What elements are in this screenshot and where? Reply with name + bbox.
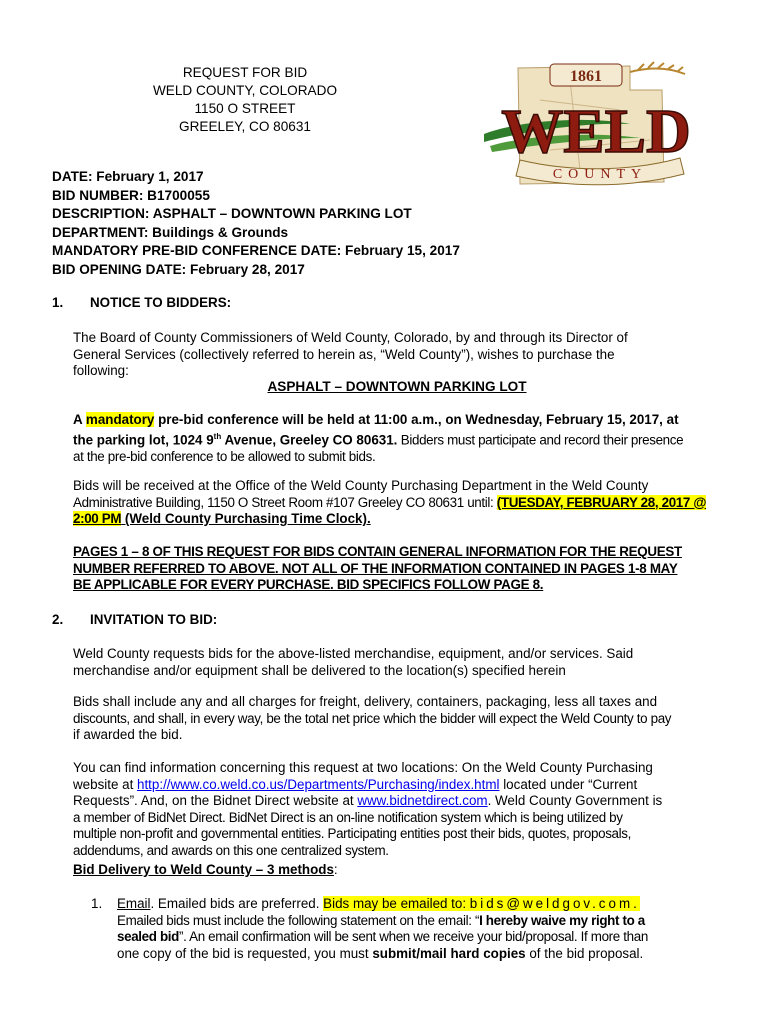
conference-text-b: pre-bid conference will be held at 11:00 a.m., on Wednesday, February 15, 2017, at	[154, 412, 679, 427]
header-address	[100, 64, 390, 136]
section-2-heading	[52, 612, 217, 627]
invitation-p3-line-2	[73, 777, 721, 794]
conference-sup: th	[213, 431, 222, 441]
pages-notice-line-2: NUMBER REFERRED TO ABOVE. NOT ALL OF THE INFORMATION CONTAINED IN PAGES 1-8 MAY	[73, 560, 678, 576]
receipt-text-clock: (Weld County Purchasing	[121, 511, 288, 527]
bid-date: DATE: February 1, 2017	[52, 169, 204, 184]
receipt-paragraph	[73, 478, 721, 528]
sealed-bid-text: sealed bid	[117, 929, 179, 945]
conference-text-a: A	[73, 412, 86, 427]
bidnet-text: Requests”. And, on the Bidnet Direct website at	[73, 793, 358, 809]
receipt-line-1: Bids will be received at the Office of the Weld County Purchasing Department in the Weld County	[73, 478, 649, 493]
weld-gov-text: . Weld County Government is	[487, 793, 663, 809]
invitation-p3-line-5: multiple non-profit and governmental entities. Participating entities post their bids, quotes, proposals,	[73, 826, 631, 842]
logo-county: COUNTY	[552, 167, 648, 182]
bid-proposal-text: of the bid proposal.	[525, 945, 644, 961]
delivery-heading	[73, 862, 721, 879]
conference-text-d: Avenue, Greeley CO 80631.	[221, 432, 398, 448]
receipt-text-a: Administrative Building, 1150 O Street Room #107 Greeley CO 80631 until:	[73, 494, 497, 510]
conference-text-c: the parking lot, 1024 9	[73, 432, 214, 448]
mandatory-highlight: mandatory	[85, 412, 155, 427]
delivery-method-email	[91, 896, 725, 962]
pages-notice-line-3: BE APPLICABLE FOR EVERY PURCHASE. BID SPECIFICS FOLLOW PAGE 8.	[73, 577, 544, 593]
invitation-p3-line-4: a member of BidNet Direct. BidNet Direct is an on-line notification system which is being utilized by	[73, 809, 623, 825]
conference-paragraph	[73, 412, 721, 465]
receipt-line-3	[73, 511, 721, 528]
email-line-1	[117, 896, 725, 913]
item-title: ASPHALT – DOWNTOWN PARKING LOT	[267, 379, 527, 394]
bid-opening-date: BID OPENING DATE: February 28, 2017	[52, 261, 305, 277]
section-1-heading	[52, 295, 231, 310]
email-address: bids@weldgov.com.	[469, 896, 640, 911]
invitation-paragraph-1	[73, 646, 721, 679]
confirmation-text: ”. An email confirmation will be sent when we receive your bid/proposal. If more than	[179, 929, 648, 945]
header-line-3: 1150 O STREET	[194, 101, 296, 116]
copies-text: one copy of the bid is requested, you must	[117, 945, 373, 961]
email-line-3	[117, 929, 725, 946]
delivery-colon: :	[333, 862, 338, 877]
hard-copies-text: submit/mail hard copies	[372, 945, 526, 961]
email-label: Email	[117, 896, 151, 911]
notice-intro-line-1: The Board of County Commissioners of Weld County, Colorado, by and through its Director of	[73, 330, 628, 345]
purchasing-website-link[interactable]: http://www.co.weld.co.us/Departments/Purchasing/index.html	[137, 776, 500, 792]
waive-statement: I hereby waive my right to a	[479, 912, 645, 928]
email-preferred: . Emailed bids are preferred.	[150, 896, 324, 911]
bid-description: DESCRIPTION: ASPHALT – DOWNTOWN PARKING LOT	[52, 206, 412, 222]
invitation-paragraph-2	[73, 694, 721, 744]
email-highlight: Bids may be emailed to:	[323, 896, 470, 911]
email-line-2	[117, 913, 725, 930]
receipt-line-2	[73, 495, 721, 512]
invitation-p3-line-3	[73, 793, 721, 810]
bid-number: BID NUMBER: B1700055	[52, 187, 210, 203]
invitation-p3-line-6: addendums, and awards on this one centralized system.	[73, 842, 389, 858]
header-line-4: GREELEY, CO 80631	[179, 119, 311, 134]
delivery-title: Bid Delivery to Weld County – 3 methods	[73, 862, 334, 877]
invitation-p1-line-1: Weld County requests bids for the above-listed merchandise, equipment, and/or services. Said	[73, 646, 634, 661]
invitation-p2-line-3: if awarded the bid.	[73, 727, 183, 743]
invitation-paragraph-3	[73, 760, 721, 860]
invitation-p3-line-1: You can find information concerning this request at two locations: On the Weld County Purchasing	[73, 760, 653, 775]
header-line-1: REQUEST FOR BID	[182, 65, 308, 80]
list-marker-1: 1.	[91, 896, 103, 911]
email-line-4	[117, 946, 725, 963]
conference-line-1	[73, 412, 721, 429]
conference-line-2	[73, 429, 721, 449]
bid-department: DEPARTMENT: Buildings & Grounds	[52, 224, 289, 240]
deadline-highlight: (TUESDAY, FEBRUARY 28, 2017 @	[496, 494, 707, 510]
bid-meta	[52, 168, 460, 280]
conference-line-3: at the pre-bid conference to be allowed to submit bids.	[73, 448, 376, 464]
notice-intro-line-3: following:	[73, 363, 129, 379]
website-text: website at	[73, 776, 138, 792]
bid-conference-date: MANDATORY PRE-BID CONFERENCE DATE: February 15, 2017	[52, 243, 460, 259]
logo-year: 1861	[570, 68, 602, 85]
current-requests-text: located under “Current	[499, 776, 638, 792]
invitation-p2-line-2: discounts, and shall, in every way, be the total net price which the bidder will expect the Weld County to pay	[73, 710, 672, 726]
notice-intro-line-2: General Services (collectively referred to herein as, “Weld County”), wishes to purchase the	[73, 346, 615, 362]
section-1-title: NOTICE TO BIDDERS:	[90, 295, 232, 310]
receipt-text-time-clock: Time Clock).	[287, 511, 371, 527]
section-2-title: INVITATION TO BID:	[90, 612, 218, 627]
header-line-2: WELD COUNTY, COLORADO	[152, 83, 338, 98]
pages-notice	[73, 544, 721, 594]
email-statement-text: Emailed bids must include the following statement on the email: “	[117, 912, 480, 928]
notice-intro	[73, 330, 721, 380]
conference-text-e: Bidders must participate and record their presence	[397, 432, 684, 448]
section-2-number: 2.	[52, 612, 64, 627]
bidnet-link[interactable]: www.bidnetdirect.com	[357, 793, 488, 809]
invitation-p2-line-1: Bids shall include any and all charges for freight, delivery, containers, packaging, less all taxes and	[73, 694, 658, 709]
logo-word: WELD	[501, 98, 691, 166]
weld-county-logo	[480, 60, 712, 190]
weld-county-logo-graphic	[480, 60, 712, 190]
deadline-time: 2:00 PM	[73, 511, 122, 527]
pages-notice-line-1: PAGES 1 – 8 OF THIS REQUEST FOR BIDS CONTAIN GENERAL INFORMATION FOR THE REQUEST	[73, 544, 682, 559]
invitation-p1-line-2: merchandise and/or equipment shall be delivered to the location(s) specified herein	[73, 662, 566, 678]
section-1-number: 1.	[52, 295, 64, 310]
